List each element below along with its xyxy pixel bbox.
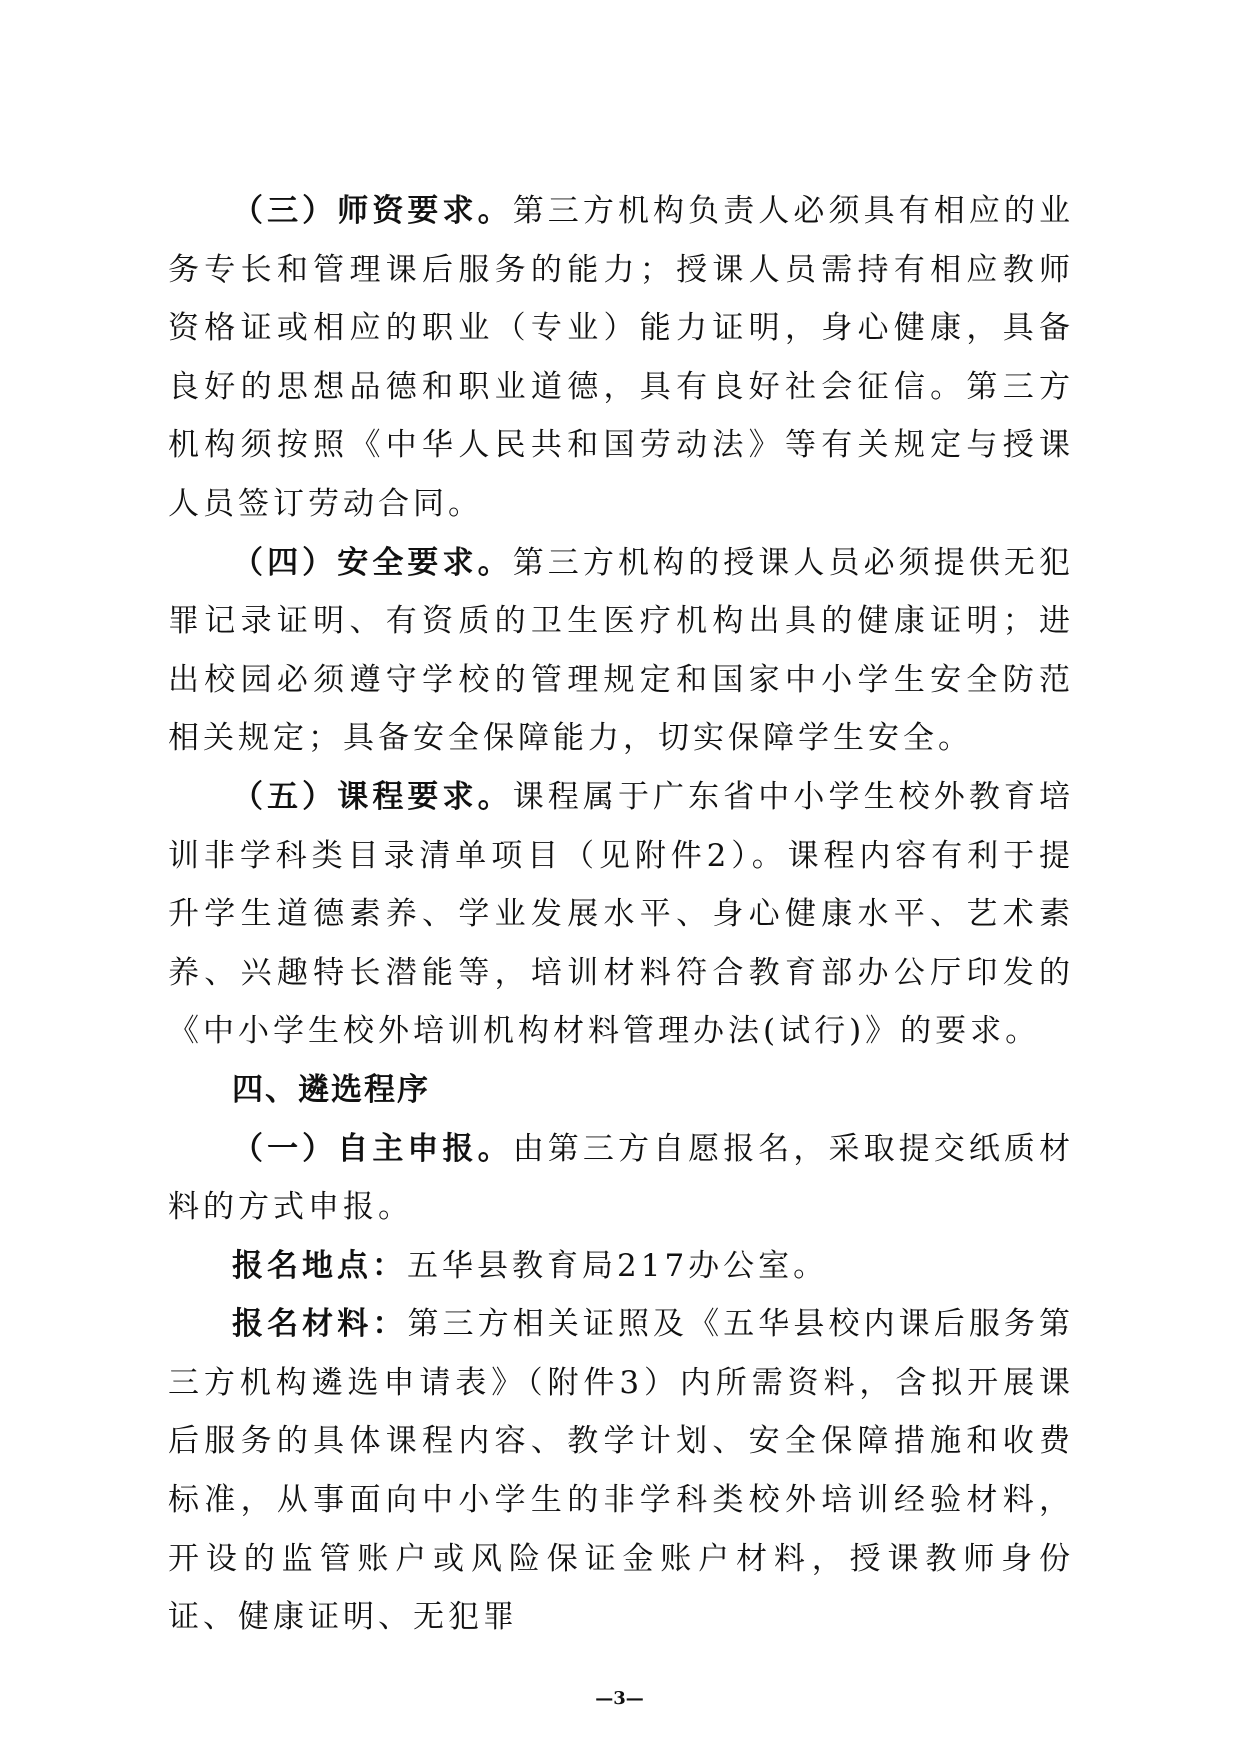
location-text: 五华县教育局217办公室。 bbox=[407, 1247, 829, 1284]
paragraph-teacher-requirements bbox=[168, 182, 1074, 534]
paragraph-safety-requirements bbox=[168, 534, 1074, 768]
paragraph-lead: （一）自主申报。 bbox=[232, 1130, 513, 1167]
location-label: 报名地点： bbox=[232, 1247, 407, 1284]
paragraph-registration-location bbox=[168, 1237, 1074, 1296]
paragraph-lead: （三）师资要求。 bbox=[232, 193, 513, 229]
materials-text: 第三方相关证照及《五华县校内课后服务第三方机构遴选申请表》（附件3）内所需资料，含拟开展课后服务的具体课程内容、教学计划、安全保障措施和收费标准，从事面向中小学生的非学科类校外培训经验材料，开设的监管账户或风险保证金账户材料，授课教师身份证、健康证明、无犯罪 bbox=[168, 1306, 1075, 1636]
section-heading: 四、遴选程序 bbox=[232, 1071, 430, 1108]
paragraph-text: 第三方机构的授课人员必须提供无犯罪记录证明、有资质的卫生医疗机构出具的健康证明；进出校园必须遵守学校的管理规定和国家中小学生安全防范相关规定；具备安全保障能力，切实保障学生安全。 bbox=[168, 544, 1075, 757]
materials-label: 报名材料： bbox=[232, 1306, 408, 1343]
paragraph-text: 由第三方自愿报名，采取提交纸质材料的方式申报。 bbox=[168, 1130, 1075, 1226]
paragraph-lead: （五）课程要求。 bbox=[232, 778, 513, 815]
paragraph-lead: （四）安全要求。 bbox=[232, 544, 513, 581]
paragraph-course-requirements bbox=[168, 768, 1074, 1061]
paragraph-self-application bbox=[168, 1120, 1074, 1237]
paragraph-text: 第三方机构负责人必须具有相应的业务专长和管理课后服务的能力；授课人员需持有相应教师资格证或相应的职业（专业）能力证明，身心健康，具备良好的思想品德和职业道德，具有良好社会征信。第三方机构须按照《中华人民共和国劳动法》等有关规定与授课人员签订劳动合同。 bbox=[168, 193, 1075, 522]
page-number: —3— bbox=[595, 1688, 644, 1709]
paragraph-registration-materials bbox=[168, 1295, 1074, 1647]
document-body bbox=[168, 182, 1074, 1647]
paragraph-text: 课程属于广东省中小学生校外教育培训非学科类目录清单项目（见附件2）。课程内容有利于提升学生道德素养、学业发展水平、身心健康水平、艺术素养、兴趣特长潜能等，培训材料符合教育部办公厅印发的《中小学生校外培训机构材料管理办法(试行)》的要求。 bbox=[168, 778, 1075, 1050]
